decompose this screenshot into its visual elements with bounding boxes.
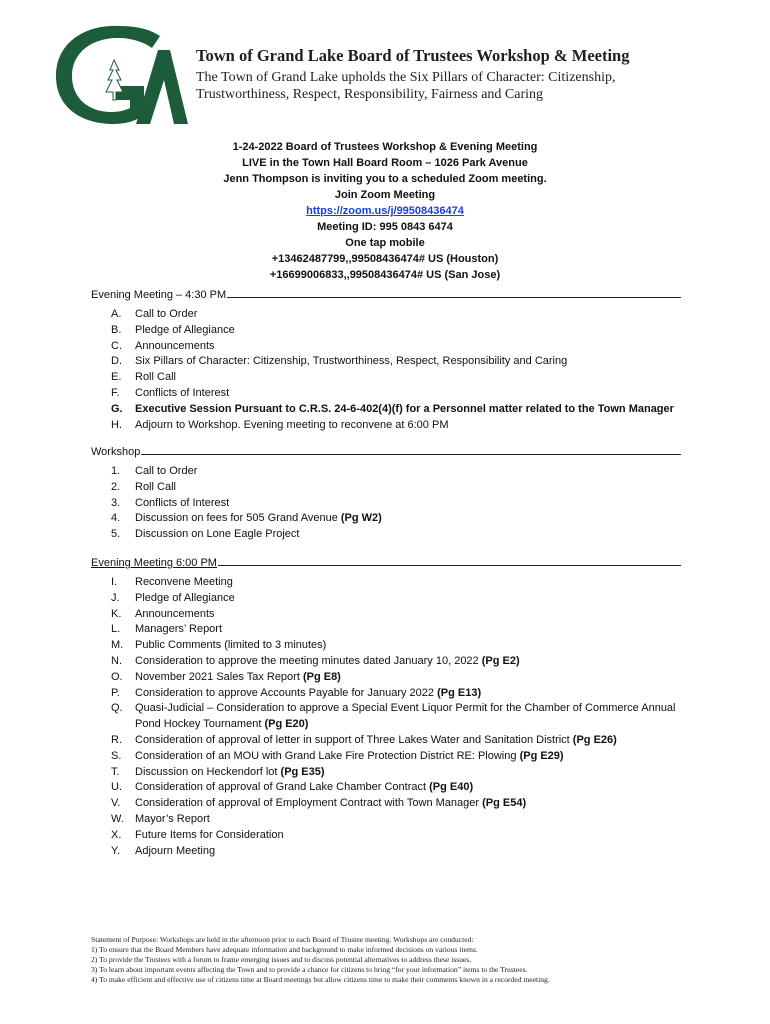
agenda-item-marker: G. xyxy=(111,402,123,415)
page-reference: (Pg W2) xyxy=(340,512,382,525)
agenda-item-marker: C. xyxy=(111,339,122,352)
footer-intro: Statement of Purpose: Workshops are held in the afternoon prior to each Board of Trustee meeting. Workshops are conducted: xyxy=(91,935,474,944)
page-reference: (Pg E2) xyxy=(481,654,520,667)
zoom-invite-line: Jenn Thompson is inviting you to a scheduled Zoom meeting. xyxy=(223,173,547,185)
agenda-item-marker: F. xyxy=(111,386,120,399)
footer-line: 4) To make efficient and effective use of citizens time at Board meetings but allow citizens time to make their comments known in a recorded meeting. xyxy=(91,975,550,984)
statement-of-purpose xyxy=(91,935,691,985)
document-header xyxy=(196,46,756,103)
agenda-item-text: Consideration of approval of Grand Lake Chamber Contract xyxy=(135,781,427,794)
agenda-item-content xyxy=(135,354,681,370)
agenda-item xyxy=(91,765,681,781)
footer-line: 1) To ensure that the Board Members have adequate information and background to make informed decisions on various items. xyxy=(91,945,478,954)
agenda-item-text: Consideration of approval of letter in support of Three Lakes Water and Sanitation District xyxy=(135,733,570,746)
agenda-item-marker: L. xyxy=(111,623,121,636)
agenda-item xyxy=(91,654,681,670)
agenda-item-text: Managers’ Report xyxy=(135,623,223,636)
agenda-item-text: Six Pillars of Character: Citizenship, Trustworthiness, Respect, Responsibility and Caring xyxy=(135,355,568,368)
agenda-item xyxy=(91,386,681,402)
agenda-item-marker: T. xyxy=(111,765,120,778)
agenda-item-marker: X. xyxy=(111,828,122,841)
agenda-item-content xyxy=(135,686,681,702)
agenda-item-marker: Q. xyxy=(111,702,123,715)
workshop-section xyxy=(91,442,681,543)
agenda-item-content xyxy=(135,670,681,686)
agenda-item-marker: K. xyxy=(111,607,122,620)
agenda-item-text: Discussion on Heckendorf lot xyxy=(135,765,278,778)
evening-meeting-430-section xyxy=(91,285,681,433)
agenda-item-content xyxy=(135,386,681,402)
agenda-item-text: Pledge of Allegiance xyxy=(135,591,235,604)
agenda-item-text: Announcements xyxy=(135,607,215,620)
agenda-item xyxy=(91,622,681,638)
page-reference: (Pg E35) xyxy=(280,765,325,778)
agenda-item-content xyxy=(135,496,681,512)
agenda-item-content xyxy=(135,307,681,323)
agenda-item-text: Consideration to approve Accounts Payable for January 2022 xyxy=(135,686,435,699)
agenda-item-marker: 5. xyxy=(111,528,121,541)
agenda-item xyxy=(91,701,681,733)
agenda-item-content xyxy=(135,780,681,796)
agenda-item-content xyxy=(135,575,681,591)
agenda-item-content xyxy=(135,323,681,339)
agenda-item-marker: N. xyxy=(111,654,122,667)
document-title: Town of Grand Lake Board of Trustees Workshop & Meeting xyxy=(196,46,630,65)
agenda-item xyxy=(91,733,681,749)
agenda-item-content xyxy=(135,765,681,781)
section-heading: Workshop xyxy=(91,442,681,458)
agenda-item-marker: J. xyxy=(111,591,120,604)
agenda-item-content xyxy=(135,607,681,623)
agenda-item-marker: 1. xyxy=(111,465,121,477)
phone-houston: +13462487799,,99508436474# US (Houston) xyxy=(271,253,499,265)
agenda-item-content xyxy=(135,402,681,418)
meeting-location-line: LIVE in the Town Hall Board Room – 1026 Park Avenue xyxy=(242,157,528,169)
page-reference: (Pg E8) xyxy=(302,670,341,683)
agenda-item-content xyxy=(135,844,681,860)
agenda-item xyxy=(91,796,681,812)
page-reference: (Pg E29) xyxy=(519,749,564,762)
agenda-item-content xyxy=(135,527,681,543)
agenda-item-text: Roll Call xyxy=(135,371,176,384)
grand-lake-logo-icon xyxy=(52,20,188,126)
agenda-item-content xyxy=(135,654,681,670)
agenda-item-text: Consideration of approval of Employment Contract with Town Manager xyxy=(135,797,480,810)
agenda-item-marker: V. xyxy=(111,797,121,810)
footer-line: 2) To provide the Trustees with a forum to frame emerging issues and to discuss potential alternatives to address these issues. xyxy=(91,955,472,964)
agenda-item xyxy=(91,812,681,828)
agenda-item xyxy=(91,339,681,355)
agenda-item-text: Executive Session Pursuant to C.R.S. 24-6-402(4)(f) for a Personnel matter related to the Town Manager xyxy=(135,402,674,415)
page-reference: (Pg E54) xyxy=(482,797,527,810)
agenda-item-text: Future Items for Consideration xyxy=(135,828,284,841)
meeting-id: Meeting ID: 995 0843 6474 xyxy=(317,221,453,233)
agenda-item-content xyxy=(135,796,681,812)
agenda-item-marker: S. xyxy=(111,749,122,762)
agenda-item-text: Adjourn Meeting xyxy=(135,844,216,857)
agenda-item-text: Mayor’s Report xyxy=(135,812,210,825)
agenda-item-marker: W. xyxy=(111,812,124,825)
agenda-item-text: Quasi-Judicial – Consideration to approve a Special Event Liquor Permit for the Chamber of Commerce Annual Pond Hockey Tournament xyxy=(135,702,676,731)
agenda-item-marker: A. xyxy=(111,308,122,320)
agenda-item xyxy=(91,496,681,512)
join-zoom-label: Join Zoom Meeting xyxy=(334,189,436,201)
agenda-item xyxy=(91,402,681,418)
agenda-item xyxy=(91,307,681,323)
agenda-item xyxy=(91,354,681,370)
agenda-list xyxy=(91,575,681,859)
agenda-list xyxy=(91,307,681,433)
footer-line: 3) To learn about important events affecting the Town and to provide a chance for citizens to bring “for your information” items to the Trustees. xyxy=(91,965,528,974)
agenda-item-content xyxy=(135,749,681,765)
agenda-item xyxy=(91,780,681,796)
agenda-item-content xyxy=(135,418,681,434)
agenda-item xyxy=(91,511,681,527)
agenda-item-marker: 2. xyxy=(111,480,121,493)
agenda-item xyxy=(91,480,681,496)
agenda-item xyxy=(91,370,681,386)
agenda-item-marker: 4. xyxy=(111,512,121,525)
agenda-item-marker: D. xyxy=(111,355,122,368)
agenda-item-text: Call to Order xyxy=(135,465,198,477)
agenda-item-marker: E. xyxy=(111,371,122,384)
agenda-item-marker: H. xyxy=(111,418,122,431)
agenda-item-content xyxy=(135,591,681,607)
agenda-item-content xyxy=(135,480,681,496)
agenda-item-text: Consideration to approve the meeting minutes dated January 10, 2022 xyxy=(135,654,479,667)
agenda-item-text: Discussion on Lone Eagle Project xyxy=(135,528,300,541)
agenda-item-content xyxy=(135,464,681,480)
one-tap-label: One tap mobile xyxy=(345,237,425,249)
agenda-item xyxy=(91,686,681,702)
agenda-item-text: November 2021 Sales Tax Report xyxy=(135,670,300,683)
agenda-item-marker: P. xyxy=(111,686,120,699)
agenda-item-marker: O. xyxy=(111,670,123,683)
agenda-item-text: Consideration of an MOU with Grand Lake Fire Protection District RE: Plowing xyxy=(135,749,517,762)
agenda-item-marker: 3. xyxy=(111,496,121,509)
subtitle-line-2: Trustworthiness, Respect, Responsibility, Fairness and Caring xyxy=(196,87,544,102)
agenda-item xyxy=(91,575,681,591)
agenda-item-content xyxy=(135,638,681,654)
agenda-item-content xyxy=(135,733,681,749)
page-reference: (Pg E13) xyxy=(437,686,482,699)
agenda-item xyxy=(91,607,681,623)
agenda-item-text: Roll Call xyxy=(135,480,176,493)
agenda-item xyxy=(91,844,681,860)
phone-san-jose: +16699006833,,99508436474# US (San Jose) xyxy=(269,269,501,281)
agenda-item xyxy=(91,749,681,765)
agenda-item-marker: I. xyxy=(111,576,118,588)
agenda-item-content xyxy=(135,511,681,527)
agenda-item-text: Pledge of Allegiance xyxy=(135,323,235,336)
agenda-item-marker: B. xyxy=(111,323,122,336)
agenda-item-content xyxy=(135,622,681,638)
agenda-item xyxy=(91,828,681,844)
agenda-item-content xyxy=(135,701,681,733)
zoom-link[interactable]: https://zoom.us/j/99508436474 xyxy=(306,205,464,217)
agenda-item xyxy=(91,323,681,339)
agenda-item-content xyxy=(135,370,681,386)
agenda-item-text: Announcements xyxy=(135,339,215,352)
agenda-item-text: Public Comments (limited to 3 minutes) xyxy=(135,639,327,652)
agenda-item-content xyxy=(135,812,681,828)
agenda-item-marker: M. xyxy=(111,639,124,652)
agenda-item xyxy=(91,591,681,607)
section-heading: Evening Meeting – 4:30 PM xyxy=(91,285,681,301)
agenda-item xyxy=(91,527,681,543)
subtitle-line-1: The Town of Grand Lake upholds the Six Pillars of Character: Citizenship, xyxy=(196,70,616,85)
page-reference: (Pg E20) xyxy=(264,718,309,731)
page-reference: (Pg E26) xyxy=(572,733,617,746)
meeting-info xyxy=(90,139,680,283)
agenda-item xyxy=(91,464,681,480)
evening-meeting-600-section xyxy=(91,553,681,859)
page-reference: (Pg E40) xyxy=(429,781,474,794)
agenda-item-marker: Y. xyxy=(111,844,120,857)
agenda-item-text: Conflicts of Interest xyxy=(135,496,230,509)
agenda-item xyxy=(91,670,681,686)
agenda-item xyxy=(91,638,681,654)
town-logo xyxy=(52,20,188,126)
agenda-list xyxy=(91,464,681,543)
agenda-item-marker: U. xyxy=(111,781,122,794)
meeting-date-line: 1-24-2022 Board of Trustees Workshop & Evening Meeting xyxy=(232,141,538,153)
section-heading: Evening Meeting 6:00 PM xyxy=(91,553,681,569)
agenda-item-content xyxy=(135,828,681,844)
agenda-item-content xyxy=(135,339,681,355)
agenda-item-text: Discussion on fees for 505 Grand Avenue xyxy=(135,512,338,525)
agenda-item xyxy=(91,418,681,434)
agenda-item-text: Reconvene Meeting xyxy=(135,576,233,588)
agenda-item-marker: R. xyxy=(111,733,122,746)
agenda-item-text: Call to Order xyxy=(135,308,198,320)
agenda-item-text: Conflicts of Interest xyxy=(135,386,230,399)
agenda-item-text: Adjourn to Workshop. Evening meeting to reconvene at 6:00 PM xyxy=(135,418,449,431)
